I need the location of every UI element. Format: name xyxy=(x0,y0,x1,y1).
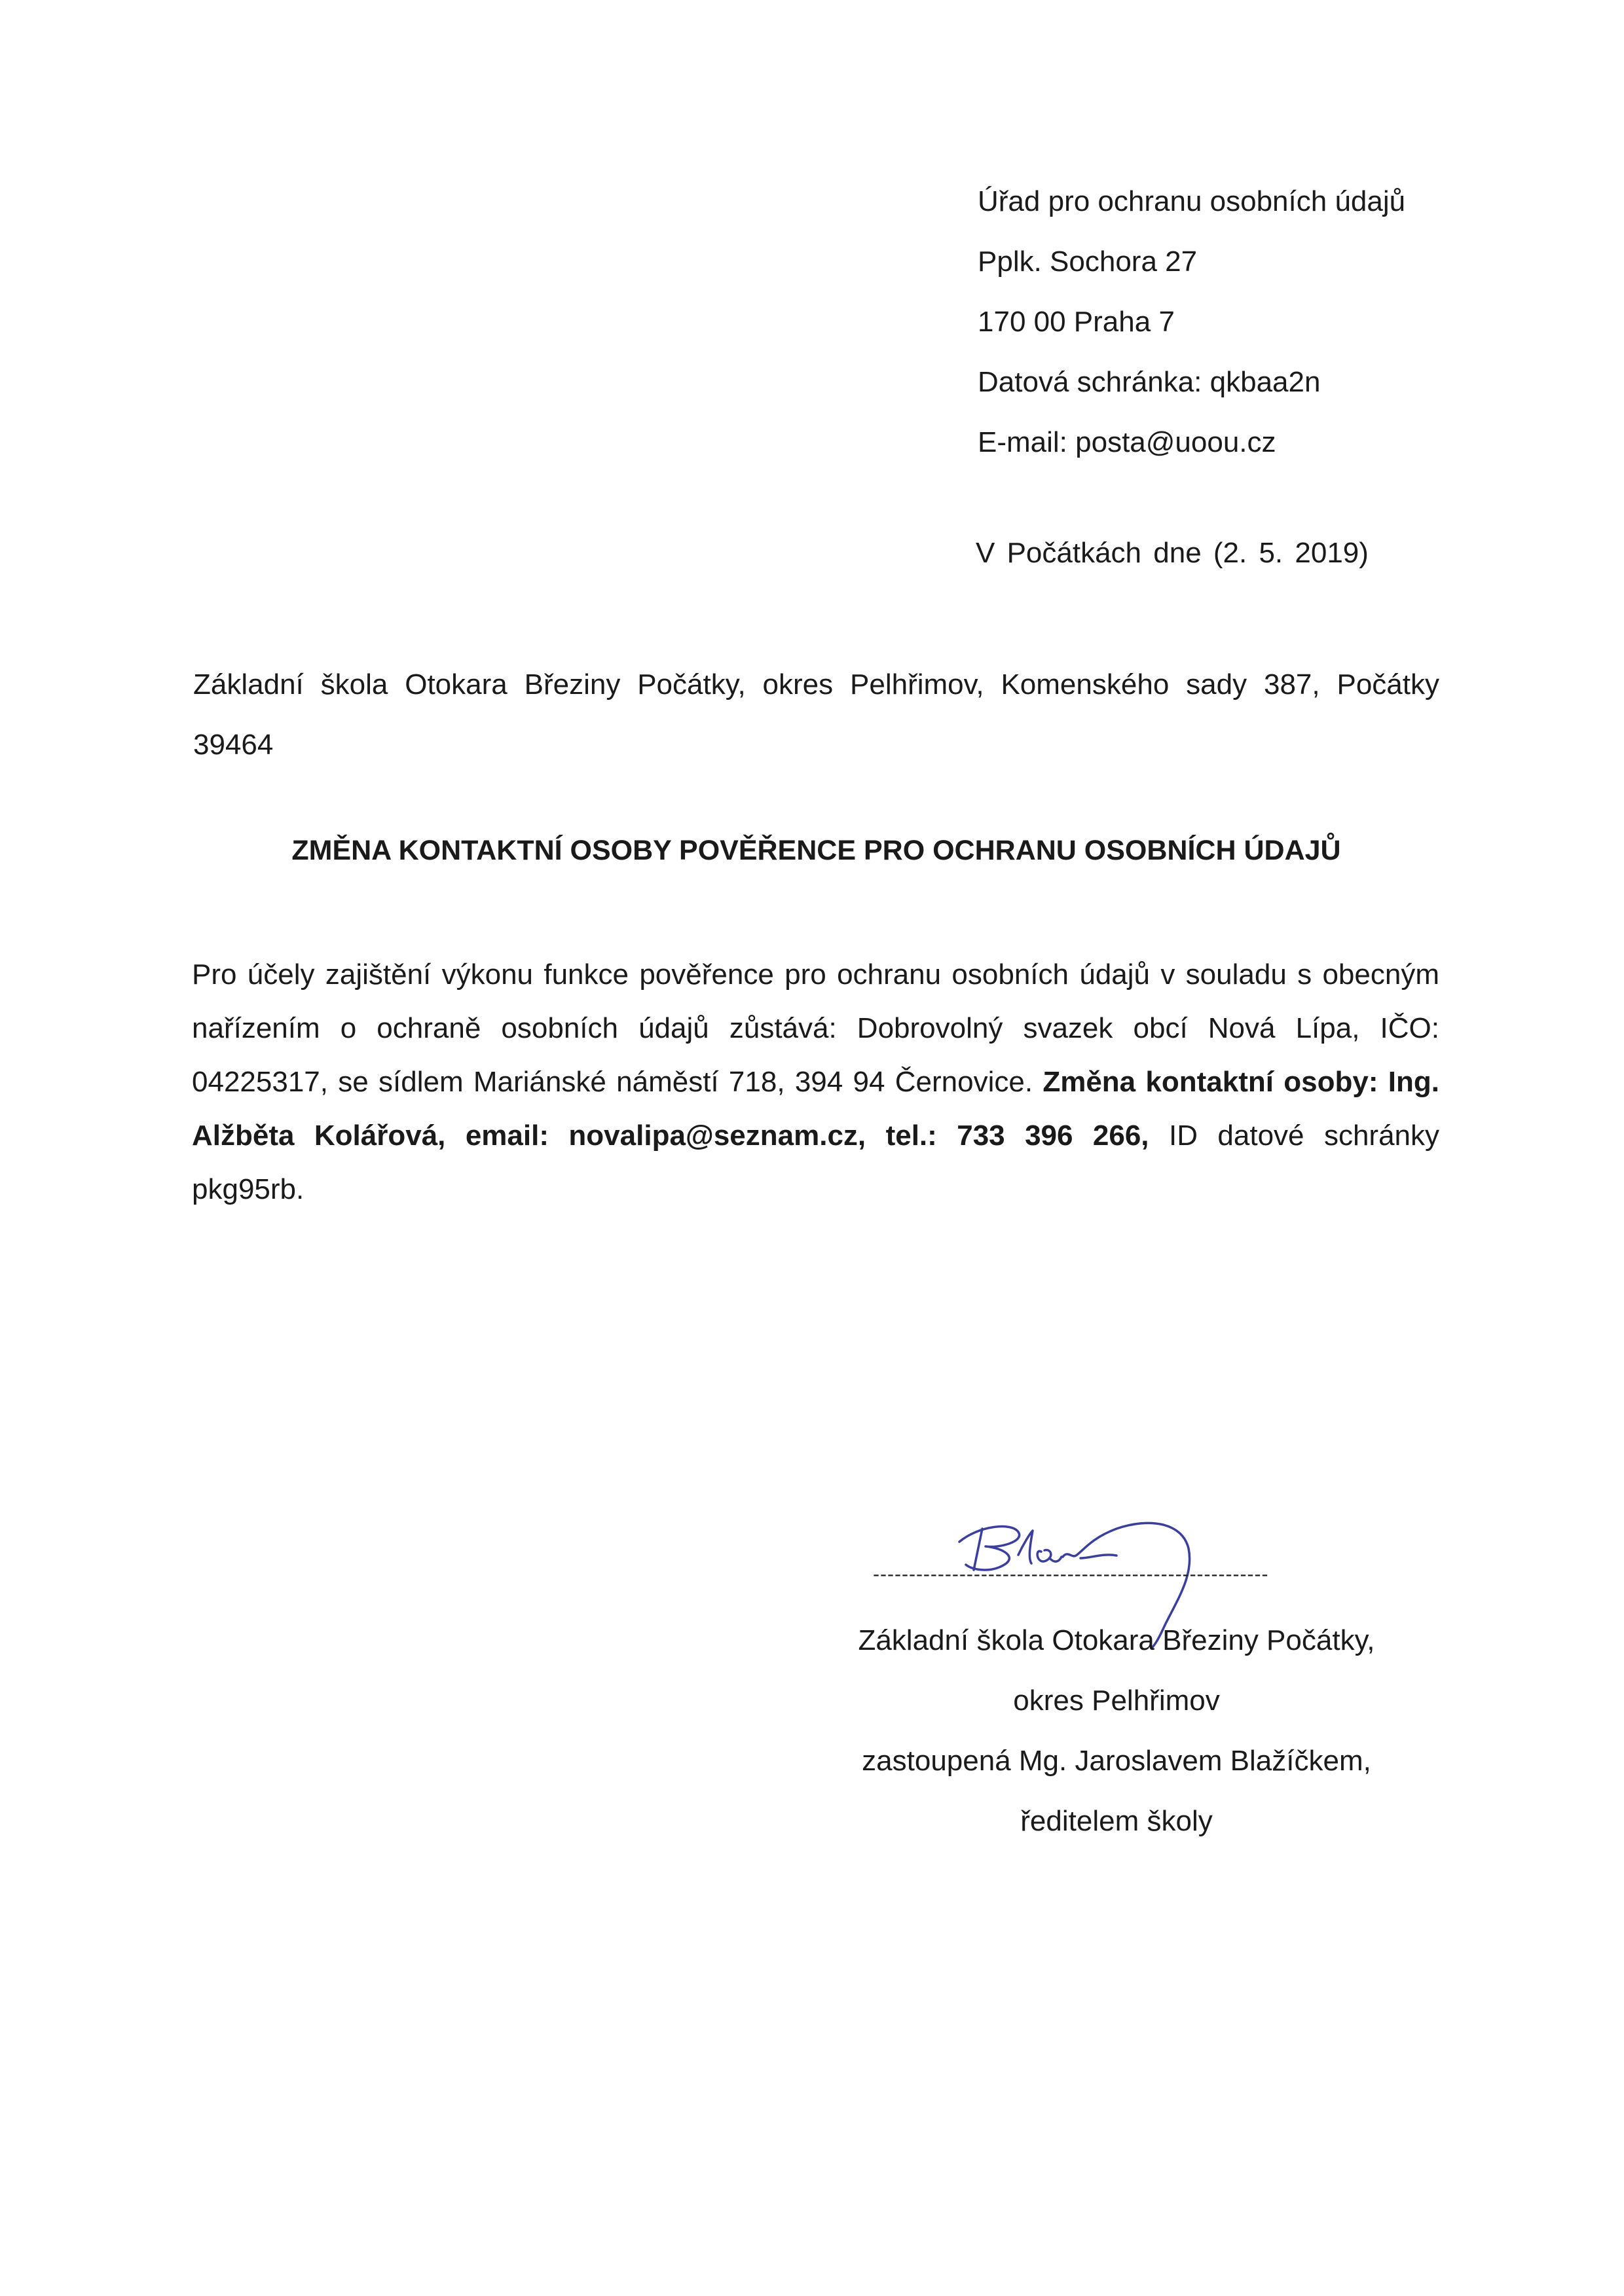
recipient-address xyxy=(978,172,1405,473)
sender-address: Základní škola Otokara Březiny Počátky, okres Pelhřimov, Komenského sady 387, Počátky 39464 xyxy=(193,668,1439,761)
signature-caption xyxy=(828,1611,1405,1851)
signature-line: ------------------------------------------------------- xyxy=(873,1563,1269,1585)
signature-line-role: ředitelem školy xyxy=(1020,1805,1213,1837)
body-intro: Pro účely zajištění výkonu funkce pověřence pro ochranu osobních údajů v souladu s obecným nařízením o ochraně osobních údajů zůstává: Dobrovolný svazek obcí Nová Lípa, IČO: 04225317, se sídlem Mariánské náměstí 718, 394 94 Černovice. xyxy=(192,958,1439,1098)
body-contact-change: Změna kontaktní osoby: Ing. Alžběta Kolářová, email: novalipa@seznam.cz, tel.: 733 396 266, xyxy=(192,1066,1439,1152)
body-tail: ID datové schránky pkg95rb. xyxy=(192,1120,1440,1205)
signature-line-school: Základní škola Otokara Březiny Počátky, xyxy=(858,1624,1375,1656)
signature-line-represented: zastoupená Mg. Jaroslavem Blažíčkem, xyxy=(862,1745,1371,1777)
recipient-line-databox: Datová schránka: qkbaa2n xyxy=(978,366,1321,398)
letter-subject: ZMĚNA KONTAKTNÍ OSOBY POVĚŘENCE PRO OCHRANU OSOBNÍCH ÚDAJŮ xyxy=(291,835,1341,866)
recipient-line-office: Úřad pro ochranu osobních údajů xyxy=(978,185,1406,217)
recipient-line-email: E-mail: posta@uoou.cz xyxy=(978,426,1276,458)
recipient-line-street: Pplk. Sochora 27 xyxy=(978,246,1198,278)
signature-line-district: okres Pelhřimov xyxy=(1013,1685,1220,1717)
letter-body xyxy=(192,948,1439,1216)
recipient-line-city: 170 00 Praha 7 xyxy=(978,306,1175,338)
place-and-date: V Počátkách dne (2. 5. 2019) xyxy=(976,537,1369,569)
